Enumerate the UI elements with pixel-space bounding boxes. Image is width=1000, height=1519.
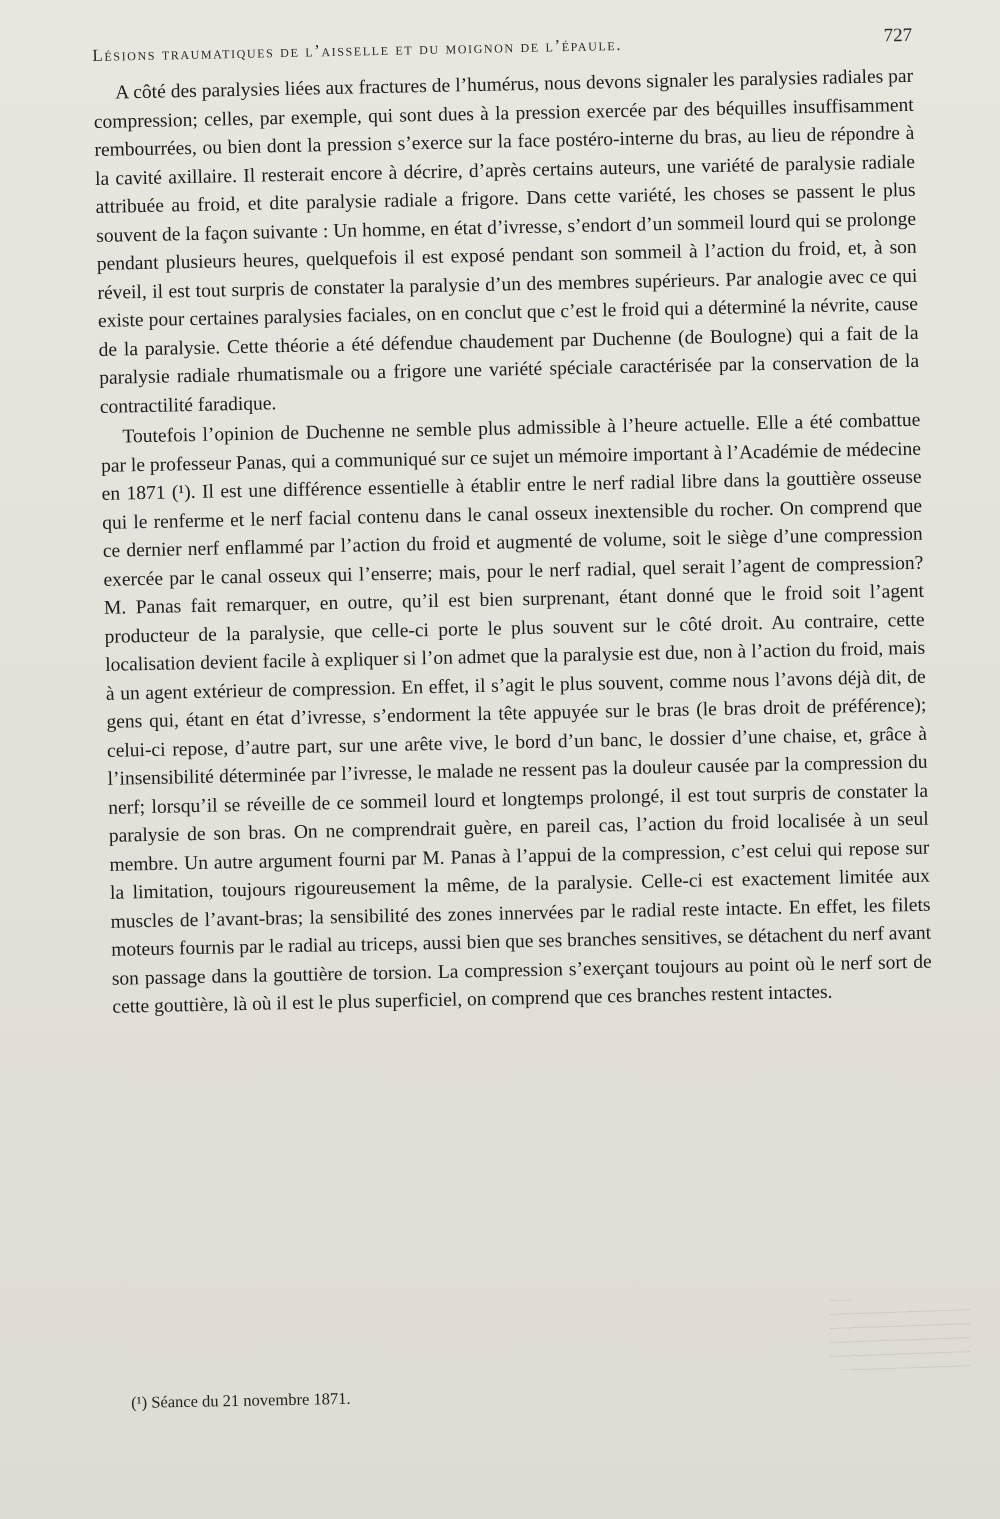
show-through-texture (830, 1300, 970, 1370)
footnote-marker: (¹) (131, 1392, 148, 1412)
footnote-text: Séance du 21 novembre 1871. (151, 1388, 351, 1412)
footnote (131, 1389, 351, 1413)
paragraph-2: Toutefois l’opinion de Duchenne ne semble plus admissible à l’heure actuelle. Elle a été combattue par le professeur Panas, qui a communiqué sur ce sujet un mémoire important à l’Académie de médecine en 1871 (¹). Il est une différence essentielle à établir entre le nerf radial libre dans la gouttière osseuse qui le renferme et le nerf facial contenu dans le canal osseux inextensible du rocher. On comprend que ce dernier nerf enflammé par l’action du froid et augmenté de volume, soit le siège d’une compression exercée par le canal osseux qui l’enserre; mais, pour le nerf radial, quel serait l’agent de compression? M. Panas fait remarquer, en outre, qu’il est bien surprenant, étant donné que le froid soit l’agent producteur de la paralysie, que celle-ci porte le plus souvent sur le côté droit. Au contraire, cette localisation devient facile à expliquer si l’on admet que la paralysie est due, non à l’action du froid, mais à un agent extérieur de compression. En effet, il s’agit le plus souvent, comme nous l’avons déjà dit, de gens qui, étant en état d’ivresse, s’endorment la tête appuyée sur le bras (le bras droit de préférence); celui-ci repose, d’autre part, sur une arête vive, le bord d’un banc, le dossier d’une chaise, et, grâce à l’insensibilité déterminée par l’ivresse, le malade ne ressent pas la douleur causée par la compression du nerf; lorsqu’il se réveille de ce sommeil lourd et longtemps prolongé, il est tout surpris de constater la paralysie de son bras. On ne comprendrait guère, en pareil cas, l’action du froid localisée à un seul membre. Un autre argument fourni par M. Panas à l’appui de la compression, c’est celui qui repose sur la limitation, toujours rigoureusement la même, de la paralysie. Celle-ci est exactement limitée aux muscles de l’avant-bras; la sensibilité des zones innervées par le radial reste intacte. En effet, les filets moteurs fournis par le radial au triceps, aussi bien que ses branches sensitives, se détachent du nerf avant son passage dans la gouttière de torsion. La compression s’exerçant toujours au point où le nerf sort de cette gouttière, là où il est le plus superficiel, on comprend que ces branches restent intactes. (100, 409, 932, 1018)
running-title: Lésions traumatiques de l’aisselle et du moignon de l’épaule. (92, 34, 623, 65)
page-number: 727 (883, 24, 913, 47)
body-text (93, 63, 933, 1022)
paragraph-1: A côté des paralysies liées aux fractures de l’humérus, nous devons signaler les paralysies radiales par compression; celles, par exemple, qui sont dues à la pression exercée par des béquilles insuffisamment rembourrées, ou bien dont la pression s’exerce sur la face postéro-interne du bras, au lieu de répondre à la cavité axillaire. Il resterait encore à décrire, d’après certains auteurs, une variété de paralysie radiale attribuée au froid, et dite paralysie radiale a frigore. Dans cette variété, les choses se passent le plus souvent de la façon suivante : Un homme, en état d’ivresse, s’endort d’un sommeil lourd qui se prolonge pendant plusieurs heures, quelquefois il est exposé pendant son sommeil à l’action du froid, et, à son réveil, il est tout surpris de constater la paralysie d’un des membres supérieurs. Par analogie avec ce qui existe pour certaines paralysies faciales, on en conclut que c’est le froid qui a déterminé la névrite, cause de la paralysie. Cette théorie a été défendue chaudement par Duchenne (de Boulogne) qui a fait de la paralysie radiale rhumatismale ou a frigore une variété spéciale caractérisée par la conservation de la contractilité faradique. (93, 65, 920, 418)
